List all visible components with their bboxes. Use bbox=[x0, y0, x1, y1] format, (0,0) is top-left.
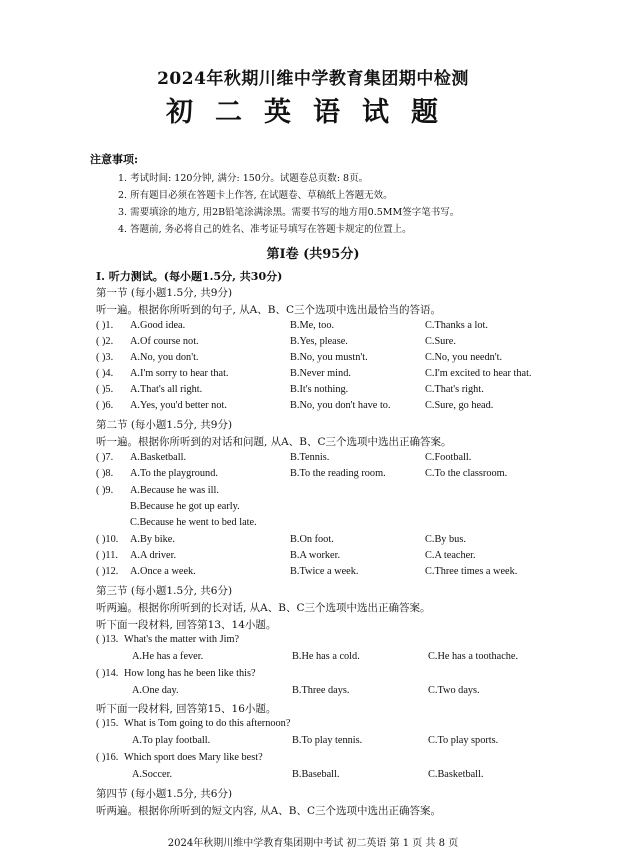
question-number: ( )15. bbox=[96, 718, 119, 729]
option-b: B.No, you mustn't. bbox=[290, 352, 368, 363]
option-b: B.Twice a week. bbox=[290, 566, 359, 577]
option-c: C.Sure. bbox=[425, 336, 456, 347]
option-c: C.A teacher. bbox=[425, 550, 476, 561]
option-b: B.To play tennis. bbox=[292, 735, 363, 746]
option-b: B.Because he got up early. bbox=[130, 501, 240, 512]
option-b: B.On foot. bbox=[290, 534, 334, 545]
option-a: A.To play football. bbox=[132, 735, 211, 746]
material-note: 听下面一段材料, 回答第13、14小题。 bbox=[96, 619, 277, 631]
section-title: 第一节 (每小题1.5分, 共9分) bbox=[96, 287, 233, 299]
question-number: ( )16. bbox=[96, 752, 119, 763]
question-stem: What's the matter with Jim? bbox=[124, 634, 240, 645]
question-stem: How long has he been like this? bbox=[124, 668, 256, 679]
option-a: A.He has a fever. bbox=[132, 651, 204, 662]
option-a: A.One day. bbox=[132, 685, 179, 696]
question-number: ( )10. bbox=[96, 534, 119, 545]
option-b: B.To the reading room. bbox=[290, 468, 386, 479]
option-c: C.Football. bbox=[425, 452, 472, 463]
question-number: ( )2. bbox=[96, 336, 114, 347]
section-instruction: 听一遍。根据你所听到的句子, 从A、B、C三个选项中选出最恰当的答语。 bbox=[96, 304, 442, 316]
option-a: A.Soccer. bbox=[132, 769, 173, 780]
question-stem: What is Tom going to do this afternoon? bbox=[124, 718, 291, 729]
question-number: ( )4. bbox=[96, 368, 114, 379]
option-c: C.Two days. bbox=[428, 685, 480, 696]
option-a: A.Because he was ill. bbox=[130, 485, 219, 496]
option-b: B.It's nothing. bbox=[290, 384, 349, 395]
option-a: A.Yes, you'd better not. bbox=[130, 400, 227, 411]
section-instruction: 听一遍。根据你所听到的对话和问题, 从A、B、C三个选项中选出正确答案。 bbox=[96, 436, 452, 448]
option-c: C.I'm excited to hear that. bbox=[425, 368, 532, 379]
section-instruction: 听两遍。根据你所听到的短文内容, 从A、B、C三个选项中选出正确答案。 bbox=[96, 805, 442, 817]
option-c: C.Thanks a lot. bbox=[425, 320, 488, 331]
question-number: ( )3. bbox=[96, 352, 114, 363]
option-a: A.Basketball. bbox=[130, 452, 187, 463]
option-a: A.That's all right. bbox=[130, 384, 203, 395]
option-b: B.He has a cold. bbox=[292, 651, 360, 662]
question-number: ( )11. bbox=[96, 550, 118, 561]
section-title: 第二节 (每小题1.5分, 共9分) bbox=[96, 419, 233, 431]
option-b: B.No, you don't have to. bbox=[290, 400, 391, 411]
option-c: C.To the classroom. bbox=[425, 468, 508, 479]
option-b: B.Baseball. bbox=[292, 769, 340, 780]
option-c: C.Sure, go head. bbox=[425, 400, 494, 411]
volume-heading: 第Ⅰ卷 (共95分) bbox=[266, 247, 360, 262]
option-b: B.Tennis. bbox=[290, 452, 330, 463]
option-a: A.By bike. bbox=[130, 534, 175, 545]
option-a: A.Once a week. bbox=[130, 566, 196, 577]
option-b: B.A worker. bbox=[290, 550, 341, 561]
notice-heading: 注意事项: bbox=[90, 153, 139, 166]
question-number: ( )7. bbox=[96, 452, 114, 463]
question-number: ( )13. bbox=[96, 634, 119, 645]
question-number: ( )14. bbox=[96, 668, 119, 679]
option-a: A.A driver. bbox=[130, 550, 177, 561]
question-number: ( )5. bbox=[96, 384, 114, 395]
option-b: B.Three days. bbox=[292, 685, 350, 696]
option-a: A.Of course not. bbox=[130, 336, 199, 347]
option-b: B.Me, too. bbox=[290, 320, 335, 331]
page-footer: 2024年秋期川维中学教育集团期中考试 初二英语 第 1 页 共 8 页 bbox=[167, 838, 459, 849]
notice-item: 2. 所有题目必须在答题卡上作答, 在试题卷、草稿纸上答题无效。 bbox=[118, 190, 393, 201]
option-c: C.He has a toothache. bbox=[428, 651, 519, 662]
option-c: C.That's right. bbox=[425, 384, 484, 395]
part-heading: I. 听力测试。(每小题1.5分, 共30分) bbox=[96, 270, 283, 283]
exam-title: 2024年秋期川维中学教育集团期中检测 bbox=[157, 69, 469, 89]
option-c: C.Basketball. bbox=[428, 769, 484, 780]
notice-item: 4. 答题前, 务必将自己的姓名、准考证号填写在答题卡规定的位置上。 bbox=[118, 224, 412, 235]
question-stem: Which sport does Mary like best? bbox=[124, 752, 263, 763]
option-c: C.Three times a week. bbox=[425, 566, 518, 577]
option-a: A.No, you don't. bbox=[130, 352, 199, 363]
question-number: ( )9. bbox=[96, 485, 114, 496]
option-c: C.Because he went to bed late. bbox=[130, 517, 257, 528]
section-title: 第三节 (每小题1.5分, 共6分) bbox=[96, 585, 233, 597]
question-number: ( )8. bbox=[96, 468, 114, 479]
option-c: C.No, you needn't. bbox=[425, 352, 503, 363]
option-c: C.By bus. bbox=[425, 534, 466, 545]
option-a: A.Good idea. bbox=[130, 320, 186, 331]
section-instruction: 听两遍。根据你所听到的长对话, 从A、B、C三个选项中选出正确答案。 bbox=[96, 602, 431, 614]
section-title: 第四节 (每小题1.5分, 共6分) bbox=[96, 788, 233, 800]
notice-item: 3. 需要填涂的地方, 用2B铅笔涂满涂黑。需要书写的地方用0.5MM签字笔书写。 bbox=[118, 207, 460, 218]
question-number: ( )6. bbox=[96, 400, 114, 411]
option-b: B.Never mind. bbox=[290, 368, 351, 379]
subject-title: 初二英语试题 bbox=[166, 97, 460, 128]
notice-item: 1. 考试时间: 120分钟, 满分: 150分。试题卷总页数: 8页。 bbox=[118, 173, 369, 184]
option-a: A.I'm sorry to hear that. bbox=[130, 368, 229, 379]
question-number: ( )12. bbox=[96, 566, 119, 577]
question-number: ( )1. bbox=[96, 320, 114, 331]
material-note: 听下面一段材料, 回答第15、16小题。 bbox=[96, 703, 277, 715]
option-c: C.To play sports. bbox=[428, 735, 499, 746]
option-b: B.Yes, please. bbox=[290, 336, 348, 347]
option-a: A.To the playground. bbox=[130, 468, 218, 479]
